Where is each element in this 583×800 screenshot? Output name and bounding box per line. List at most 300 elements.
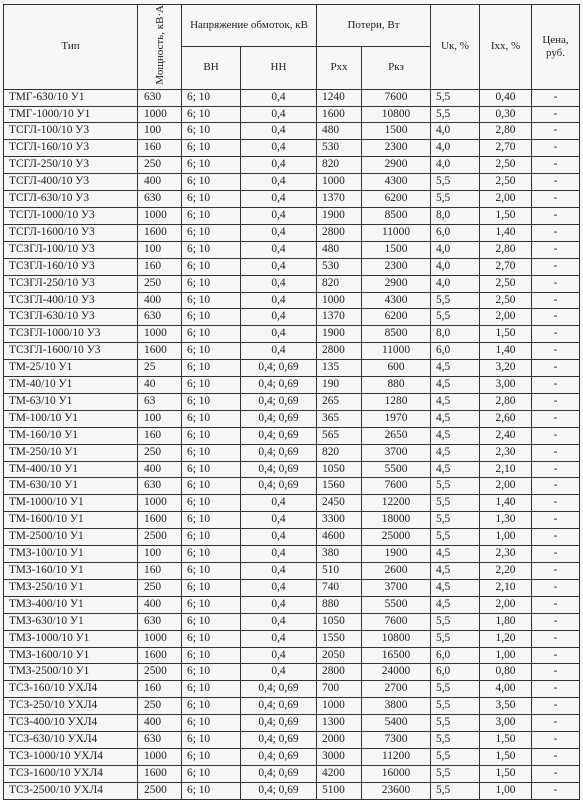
cell-uk: 4,5 xyxy=(431,461,480,478)
cell-pkz: 7600 xyxy=(362,613,431,630)
cell-uk: 5,5 xyxy=(431,698,480,715)
cell-type: ТМЗ-250/10 У1 xyxy=(4,579,138,596)
cell-nn: 0,4 xyxy=(241,326,317,343)
table-row xyxy=(4,748,580,765)
cell-type: ТСЗ-1600/10 УХЛ4 xyxy=(4,765,138,782)
cell-nn: 0,4 xyxy=(241,664,317,681)
cell-nn: 0,4; 0,69 xyxy=(241,393,317,410)
cell-vn: 6; 10 xyxy=(182,681,241,698)
cell-vn: 6; 10 xyxy=(182,191,241,208)
cell-type: ТСГЛ-1600/10 У3 xyxy=(4,224,138,241)
cell-type: ТМЗ-100/10 У1 xyxy=(4,546,138,563)
cell-nn: 0,4 xyxy=(241,512,317,529)
table-row xyxy=(4,613,580,630)
cell-price: - xyxy=(532,444,580,461)
cell-nn: 0,4 xyxy=(241,529,317,546)
cell-uk: 4,5 xyxy=(431,377,480,394)
cell-power: 40 xyxy=(138,377,182,394)
table-body xyxy=(4,89,580,799)
cell-pxx: 530 xyxy=(317,140,362,157)
cell-power: 100 xyxy=(138,546,182,563)
cell-ixx: 2,50 xyxy=(480,174,532,191)
cell-pkz: 8500 xyxy=(362,207,431,224)
cell-nn: 0,4 xyxy=(241,579,317,596)
cell-nn: 0,4 xyxy=(241,596,317,613)
cell-power: 400 xyxy=(138,174,182,191)
cell-price: - xyxy=(532,546,580,563)
cell-power: 100 xyxy=(138,410,182,427)
table-row xyxy=(4,140,580,157)
cell-type: ТМЗ-630/10 У1 xyxy=(4,613,138,630)
cell-power: 630 xyxy=(138,478,182,495)
cell-power: 160 xyxy=(138,681,182,698)
cell-uk: 5,5 xyxy=(431,191,480,208)
cell-ixx: 2,00 xyxy=(480,478,532,495)
cell-pkz: 1900 xyxy=(362,546,431,563)
cell-power: 1600 xyxy=(138,647,182,664)
cell-nn: 0,4 xyxy=(241,292,317,309)
header-price: Цена, руб. xyxy=(532,5,580,90)
cell-vn: 6; 10 xyxy=(182,275,241,292)
cell-pxx: 1000 xyxy=(317,292,362,309)
cell-vn: 6; 10 xyxy=(182,140,241,157)
cell-pkz: 2300 xyxy=(362,140,431,157)
table-header xyxy=(4,5,580,90)
cell-ixx: 0,40 xyxy=(480,89,532,106)
cell-ixx: 2,10 xyxy=(480,579,532,596)
cell-uk: 4,0 xyxy=(431,157,480,174)
cell-pkz: 11200 xyxy=(362,748,431,765)
cell-type: ТМЗ-400/10 У1 xyxy=(4,596,138,613)
cell-power: 630 xyxy=(138,309,182,326)
cell-nn: 0,4 xyxy=(241,224,317,241)
cell-vn: 6; 10 xyxy=(182,748,241,765)
cell-nn: 0,4; 0,69 xyxy=(241,461,317,478)
cell-pxx: 1000 xyxy=(317,174,362,191)
cell-ixx: 1,50 xyxy=(480,765,532,782)
header-losses-group: Потери, Вт xyxy=(317,5,431,47)
cell-nn: 0,4 xyxy=(241,191,317,208)
cell-type: ТСГЛ-400/10 У3 xyxy=(4,174,138,191)
cell-type: ТСЗГЛ-1600/10 У3 xyxy=(4,343,138,360)
table-row xyxy=(4,157,580,174)
cell-pkz: 25000 xyxy=(362,529,431,546)
cell-uk: 5,5 xyxy=(431,292,480,309)
cell-power: 250 xyxy=(138,157,182,174)
table-row xyxy=(4,241,580,258)
cell-pkz: 7300 xyxy=(362,732,431,749)
cell-pkz: 11000 xyxy=(362,343,431,360)
cell-price: - xyxy=(532,596,580,613)
table-row xyxy=(4,630,580,647)
cell-ixx: 2,60 xyxy=(480,410,532,427)
cell-price: - xyxy=(532,748,580,765)
cell-vn: 6; 10 xyxy=(182,579,241,596)
cell-type: ТМ-1000/10 У1 xyxy=(4,495,138,512)
cell-pxx: 700 xyxy=(317,681,362,698)
cell-uk: 5,5 xyxy=(431,613,480,630)
cell-power: 25 xyxy=(138,360,182,377)
cell-uk: 4,5 xyxy=(431,546,480,563)
cell-price: - xyxy=(532,123,580,140)
cell-ixx: 1,50 xyxy=(480,207,532,224)
cell-ixx: 1,00 xyxy=(480,782,532,799)
table-row xyxy=(4,563,580,580)
cell-pkz: 7600 xyxy=(362,478,431,495)
cell-power: 1600 xyxy=(138,512,182,529)
cell-nn: 0,4; 0,69 xyxy=(241,732,317,749)
cell-type: ТМ-400/10 У1 xyxy=(4,461,138,478)
cell-type: ТМ-630/10 У1 xyxy=(4,478,138,495)
cell-vn: 6; 10 xyxy=(182,157,241,174)
cell-ixx: 1,40 xyxy=(480,495,532,512)
cell-power: 1600 xyxy=(138,765,182,782)
table-row xyxy=(4,224,580,241)
table-row xyxy=(4,309,580,326)
cell-power: 1000 xyxy=(138,748,182,765)
cell-ixx: 3,00 xyxy=(480,377,532,394)
cell-type: ТСЗ-160/10 УХЛ4 xyxy=(4,681,138,698)
cell-ixx: 2,80 xyxy=(480,393,532,410)
header-vn: ВН xyxy=(182,47,241,89)
cell-uk: 5,5 xyxy=(431,89,480,106)
cell-pxx: 1560 xyxy=(317,478,362,495)
cell-type: ТСЗГЛ-630/10 У3 xyxy=(4,309,138,326)
cell-uk: 4,5 xyxy=(431,427,480,444)
header-uk: Uк, % xyxy=(431,5,480,90)
cell-uk: 4,5 xyxy=(431,393,480,410)
cell-power: 1600 xyxy=(138,343,182,360)
cell-nn: 0,4 xyxy=(241,89,317,106)
cell-uk: 5,5 xyxy=(431,512,480,529)
cell-pkz: 6200 xyxy=(362,191,431,208)
cell-type: ТМЗ-2500/10 У1 xyxy=(4,664,138,681)
cell-power: 2500 xyxy=(138,529,182,546)
table-row xyxy=(4,275,580,292)
table-row xyxy=(4,478,580,495)
cell-vn: 6; 10 xyxy=(182,309,241,326)
cell-pxx: 1370 xyxy=(317,191,362,208)
cell-pxx: 565 xyxy=(317,427,362,444)
transformer-spec-table xyxy=(3,4,580,800)
cell-power: 400 xyxy=(138,461,182,478)
cell-nn: 0,4 xyxy=(241,207,317,224)
cell-price: - xyxy=(532,563,580,580)
cell-nn: 0,4 xyxy=(241,647,317,664)
cell-pxx: 480 xyxy=(317,123,362,140)
cell-pxx: 820 xyxy=(317,444,362,461)
cell-pkz: 2700 xyxy=(362,681,431,698)
cell-price: - xyxy=(532,495,580,512)
cell-pkz: 18000 xyxy=(362,512,431,529)
cell-pkz: 1500 xyxy=(362,123,431,140)
cell-power: 160 xyxy=(138,563,182,580)
cell-price: - xyxy=(532,410,580,427)
table-row xyxy=(4,377,580,394)
cell-power: 630 xyxy=(138,191,182,208)
cell-vn: 6; 10 xyxy=(182,512,241,529)
cell-uk: 4,5 xyxy=(431,410,480,427)
cell-price: - xyxy=(532,174,580,191)
cell-power: 1000 xyxy=(138,630,182,647)
cell-nn: 0,4 xyxy=(241,123,317,140)
cell-nn: 0,4; 0,69 xyxy=(241,360,317,377)
table-row xyxy=(4,410,580,427)
cell-power: 1600 xyxy=(138,224,182,241)
cell-vn: 6; 10 xyxy=(182,563,241,580)
cell-type: ТСЗ-630/10 УХЛ4 xyxy=(4,732,138,749)
cell-pkz: 2900 xyxy=(362,275,431,292)
cell-uk: 4,0 xyxy=(431,258,480,275)
cell-nn: 0,4 xyxy=(241,258,317,275)
cell-vn: 6; 10 xyxy=(182,765,241,782)
cell-vn: 6; 10 xyxy=(182,647,241,664)
cell-type: ТМ-1600/10 У1 xyxy=(4,512,138,529)
cell-uk: 6,0 xyxy=(431,224,480,241)
cell-type: ТМ-2500/10 У1 xyxy=(4,529,138,546)
cell-pkz: 3800 xyxy=(362,698,431,715)
cell-nn: 0,4 xyxy=(241,309,317,326)
cell-type: ТМ-250/10 У1 xyxy=(4,444,138,461)
cell-ixx: 1,00 xyxy=(480,647,532,664)
cell-nn: 0,4 xyxy=(241,343,317,360)
cell-type: ТСЗГЛ-250/10 У3 xyxy=(4,275,138,292)
cell-ixx: 1,50 xyxy=(480,326,532,343)
cell-nn: 0,4; 0,69 xyxy=(241,748,317,765)
cell-price: - xyxy=(532,292,580,309)
header-voltage-group: Напряжение обмоток, кВ xyxy=(182,5,317,47)
cell-type: ТМГ-1000/10 У1 xyxy=(4,106,138,123)
cell-uk: 4,5 xyxy=(431,596,480,613)
cell-uk: 5,5 xyxy=(431,106,480,123)
cell-vn: 6; 10 xyxy=(182,613,241,630)
cell-vn: 6; 10 xyxy=(182,292,241,309)
cell-type: ТМ-40/10 У1 xyxy=(4,377,138,394)
cell-pxx: 1370 xyxy=(317,309,362,326)
cell-ixx: 1,20 xyxy=(480,630,532,647)
cell-vn: 6; 10 xyxy=(182,630,241,647)
cell-nn: 0,4; 0,69 xyxy=(241,715,317,732)
cell-pxx: 820 xyxy=(317,275,362,292)
cell-vn: 6; 10 xyxy=(182,343,241,360)
cell-vn: 6; 10 xyxy=(182,410,241,427)
cell-price: - xyxy=(532,377,580,394)
cell-pxx: 3000 xyxy=(317,748,362,765)
cell-vn: 6; 10 xyxy=(182,782,241,799)
cell-uk: 4,0 xyxy=(431,275,480,292)
cell-vn: 6; 10 xyxy=(182,241,241,258)
cell-pxx: 5100 xyxy=(317,782,362,799)
cell-nn: 0,4 xyxy=(241,630,317,647)
cell-pkz: 4300 xyxy=(362,174,431,191)
cell-uk: 5,5 xyxy=(431,529,480,546)
cell-type: ТСЗ-1000/10 УХЛ4 xyxy=(4,748,138,765)
cell-price: - xyxy=(532,461,580,478)
cell-pxx: 2800 xyxy=(317,664,362,681)
cell-type: ТСГЛ-630/10 У3 xyxy=(4,191,138,208)
cell-pkz: 3700 xyxy=(362,444,431,461)
cell-type: ТМЗ-1600/10 У1 xyxy=(4,647,138,664)
cell-ixx: 1,50 xyxy=(480,732,532,749)
cell-price: - xyxy=(532,393,580,410)
cell-vn: 6; 10 xyxy=(182,732,241,749)
cell-uk: 4,5 xyxy=(431,360,480,377)
cell-type: ТМ-63/10 У1 xyxy=(4,393,138,410)
cell-vn: 6; 10 xyxy=(182,478,241,495)
cell-uk: 8,0 xyxy=(431,326,480,343)
cell-pkz: 1280 xyxy=(362,393,431,410)
cell-price: - xyxy=(532,664,580,681)
table-row xyxy=(4,191,580,208)
cell-price: - xyxy=(532,579,580,596)
cell-ixx: 1,30 xyxy=(480,512,532,529)
cell-type: ТМЗ-160/10 У1 xyxy=(4,563,138,580)
cell-power: 2500 xyxy=(138,664,182,681)
cell-power: 400 xyxy=(138,292,182,309)
cell-price: - xyxy=(532,89,580,106)
cell-ixx: 2,50 xyxy=(480,157,532,174)
cell-uk: 4,5 xyxy=(431,563,480,580)
cell-vn: 6; 10 xyxy=(182,258,241,275)
cell-ixx: 1,50 xyxy=(480,748,532,765)
cell-pxx: 880 xyxy=(317,596,362,613)
cell-type: ТСЗ-250/10 УХЛ4 xyxy=(4,698,138,715)
cell-price: - xyxy=(532,529,580,546)
cell-type: ТМ-25/10 У1 xyxy=(4,360,138,377)
cell-pxx: 4200 xyxy=(317,765,362,782)
cell-uk: 5,5 xyxy=(431,732,480,749)
cell-uk: 5,5 xyxy=(431,630,480,647)
table-row xyxy=(4,529,580,546)
cell-power: 1000 xyxy=(138,106,182,123)
cell-nn: 0,4 xyxy=(241,140,317,157)
cell-price: - xyxy=(532,782,580,799)
cell-uk: 4,0 xyxy=(431,140,480,157)
cell-pkz: 1970 xyxy=(362,410,431,427)
cell-ixx: 3,00 xyxy=(480,715,532,732)
cell-pkz: 880 xyxy=(362,377,431,394)
cell-uk: 8,0 xyxy=(431,207,480,224)
cell-type: ТСЗ-2500/10 УХЛ4 xyxy=(4,782,138,799)
cell-nn: 0,4 xyxy=(241,546,317,563)
table-row xyxy=(4,106,580,123)
table-row xyxy=(4,326,580,343)
cell-vn: 6; 10 xyxy=(182,546,241,563)
cell-uk: 6,0 xyxy=(431,664,480,681)
cell-pxx: 3300 xyxy=(317,512,362,529)
cell-power: 630 xyxy=(138,613,182,630)
cell-pkz: 2300 xyxy=(362,258,431,275)
cell-pxx: 1000 xyxy=(317,698,362,715)
header-ixx: Iхх, % xyxy=(480,5,532,90)
cell-vn: 6; 10 xyxy=(182,123,241,140)
cell-pxx: 365 xyxy=(317,410,362,427)
cell-vn: 6; 10 xyxy=(182,715,241,732)
cell-nn: 0,4; 0,69 xyxy=(241,427,317,444)
cell-vn: 6; 10 xyxy=(182,106,241,123)
cell-uk: 6,0 xyxy=(431,343,480,360)
cell-pkz: 11000 xyxy=(362,224,431,241)
table-row xyxy=(4,681,580,698)
cell-power: 160 xyxy=(138,427,182,444)
cell-pxx: 4600 xyxy=(317,529,362,546)
cell-ixx: 2,50 xyxy=(480,275,532,292)
table-row xyxy=(4,461,580,478)
cell-pkz: 2600 xyxy=(362,563,431,580)
cell-uk: 5,5 xyxy=(431,715,480,732)
cell-price: - xyxy=(532,630,580,647)
cell-pkz: 16000 xyxy=(362,765,431,782)
cell-pkz: 8500 xyxy=(362,326,431,343)
cell-uk: 6,0 xyxy=(431,647,480,664)
cell-uk: 4,0 xyxy=(431,123,480,140)
table-row xyxy=(4,546,580,563)
cell-pxx: 2000 xyxy=(317,732,362,749)
cell-ixx: 1,40 xyxy=(480,343,532,360)
cell-uk: 4,0 xyxy=(431,241,480,258)
cell-price: - xyxy=(532,343,580,360)
cell-nn: 0,4; 0,69 xyxy=(241,698,317,715)
cell-uk: 5,5 xyxy=(431,174,480,191)
cell-price: - xyxy=(532,241,580,258)
table-row xyxy=(4,207,580,224)
cell-vn: 6; 10 xyxy=(182,444,241,461)
table-row xyxy=(4,292,580,309)
cell-ixx: 2,40 xyxy=(480,427,532,444)
cell-uk: 5,5 xyxy=(431,478,480,495)
cell-power: 250 xyxy=(138,444,182,461)
cell-ixx: 1,80 xyxy=(480,613,532,630)
cell-pxx: 480 xyxy=(317,241,362,258)
cell-power: 1000 xyxy=(138,326,182,343)
cell-type: ТСГЛ-1000/10 У3 xyxy=(4,207,138,224)
cell-price: - xyxy=(532,360,580,377)
cell-uk: 5,5 xyxy=(431,765,480,782)
cell-nn: 0,4; 0,69 xyxy=(241,782,317,799)
cell-nn: 0,4 xyxy=(241,495,317,512)
cell-pkz: 1500 xyxy=(362,241,431,258)
cell-pkz: 5500 xyxy=(362,461,431,478)
cell-pkz: 600 xyxy=(362,360,431,377)
header-pkz: Ркз xyxy=(362,47,431,89)
cell-price: - xyxy=(532,207,580,224)
cell-vn: 6; 10 xyxy=(182,326,241,343)
cell-vn: 6; 10 xyxy=(182,224,241,241)
cell-pxx: 1300 xyxy=(317,715,362,732)
cell-vn: 6; 10 xyxy=(182,174,241,191)
cell-nn: 0,4; 0,69 xyxy=(241,681,317,698)
cell-uk: 5,5 xyxy=(431,782,480,799)
cell-power: 250 xyxy=(138,698,182,715)
cell-power: 2500 xyxy=(138,782,182,799)
table-row xyxy=(4,664,580,681)
table-row xyxy=(4,698,580,715)
cell-pkz: 12200 xyxy=(362,495,431,512)
cell-pkz: 6200 xyxy=(362,309,431,326)
cell-type: ТМЗ-1000/10 У1 xyxy=(4,630,138,647)
cell-pxx: 2800 xyxy=(317,343,362,360)
cell-ixx: 1,00 xyxy=(480,529,532,546)
cell-price: - xyxy=(532,275,580,292)
cell-price: - xyxy=(532,613,580,630)
cell-pxx: 1900 xyxy=(317,207,362,224)
cell-uk: 4,5 xyxy=(431,579,480,596)
cell-uk: 5,5 xyxy=(431,748,480,765)
cell-ixx: 2,30 xyxy=(480,444,532,461)
cell-nn: 0,4; 0,69 xyxy=(241,444,317,461)
cell-type: ТСЗГЛ-1000/10 У3 xyxy=(4,326,138,343)
cell-vn: 6; 10 xyxy=(182,207,241,224)
